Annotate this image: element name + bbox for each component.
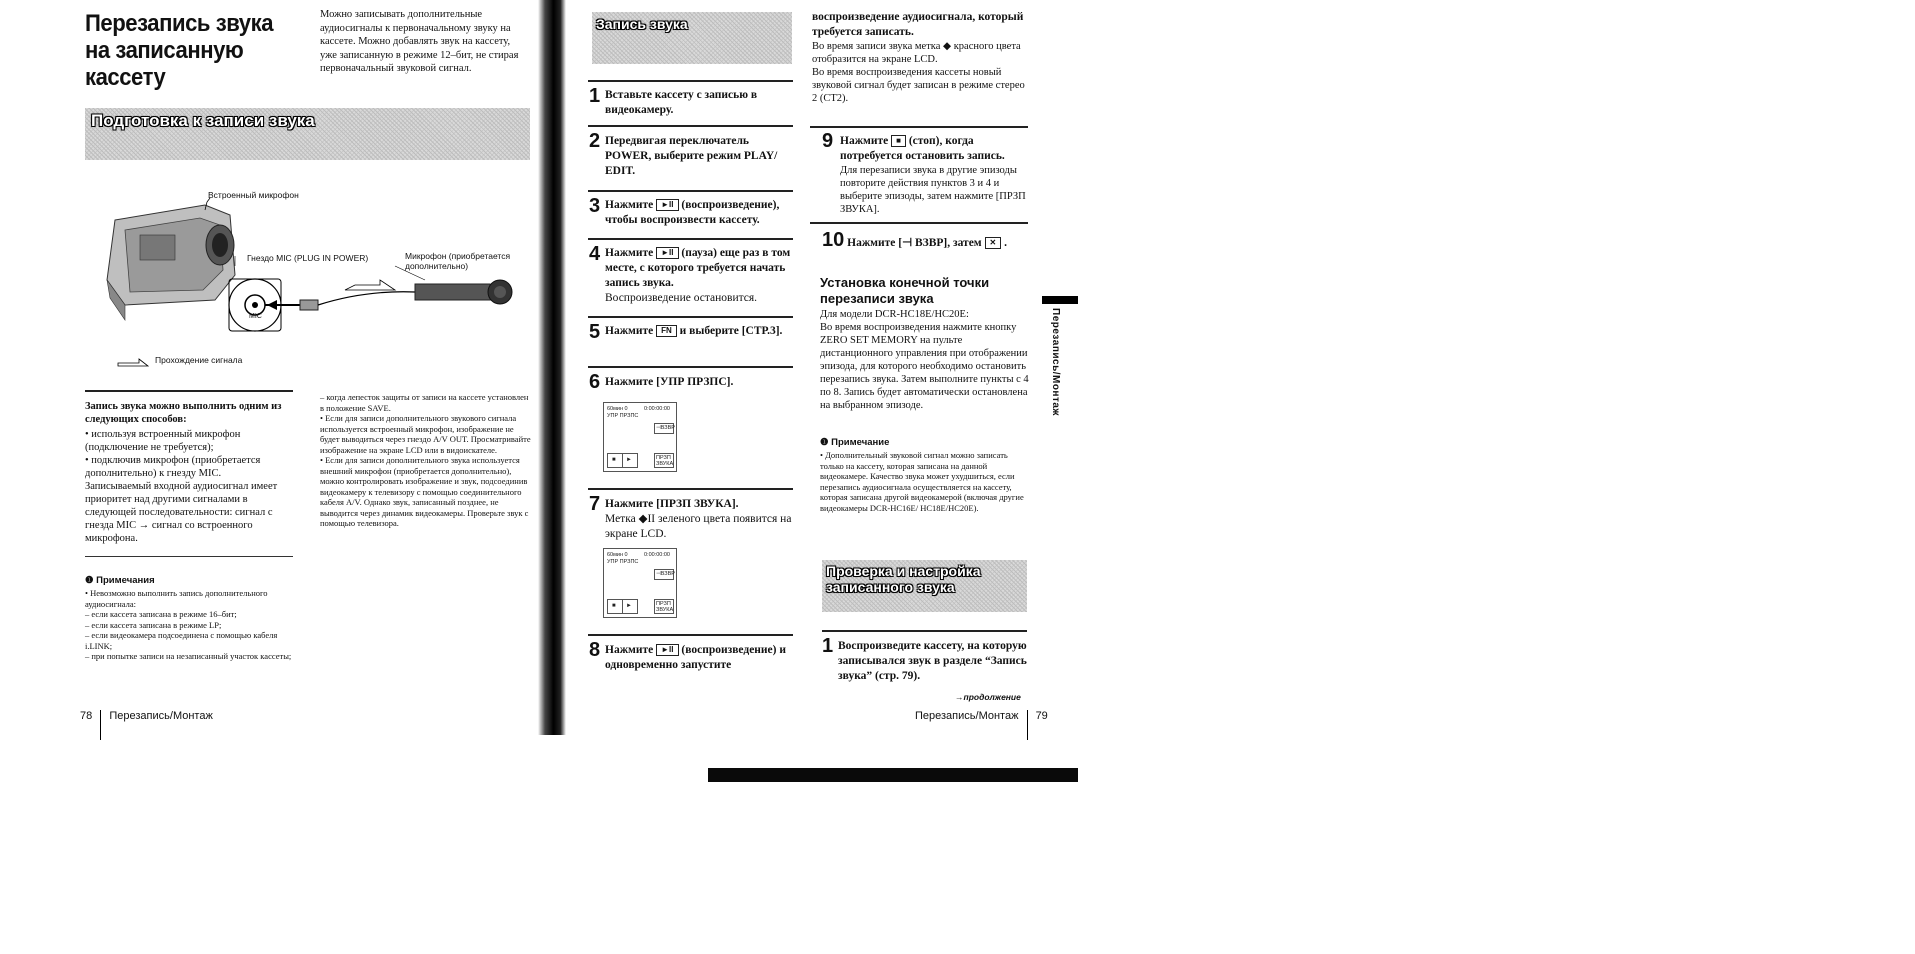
note-body: • Дополнительный звуковой сигнал можно записать только на кассету, которая записана на данной видеокамере. Качество звука может ухудшиться, если перезапись аудиосигнала осуществляется на кассету, которая записана другой видеокамерой (включая другие видеокамеры DCR-HC16E/ HC18E/HC20E). (820, 450, 1024, 513)
step-text-b: (стоп), когда потребуется остановить запись. (840, 135, 1005, 162)
notes-heading (85, 575, 155, 586)
step-subtext: Метка ◆II зеленого цвета появится на экране LCD. (605, 513, 792, 540)
note-heading (820, 437, 889, 448)
step-number: 6 (589, 371, 601, 393)
label-builtin-mic: Встроенный микрофон (208, 190, 299, 200)
notes-heading-label: Примечания (96, 575, 155, 586)
side-tab-label: Перезапись/Монтаж (1050, 308, 1061, 417)
step8-subtext: Во время записи звука метка ◆ красного цвета отобразится на экране LCD. Во время воспроизведения кассеты новый звуковой сигнал будет записан в режиме стерео 2 (СТ2). (812, 41, 1025, 104)
page-number: 79 (1035, 710, 1048, 722)
lcd-dub-button[interactable] (654, 599, 674, 614)
lcd-title: УПР ПРЗПС (607, 413, 639, 419)
divider (822, 630, 1027, 632)
section-banner-preparation (85, 108, 530, 160)
signal-flow-legend (117, 352, 317, 370)
lcd-screen-2 (603, 548, 677, 618)
label-signal-flow: Прохождение сигнала (155, 355, 243, 365)
fn-key-icon: FN (656, 325, 677, 337)
divider (588, 80, 793, 82)
note-heading-label: Примечание (831, 437, 890, 448)
step-number: 1 (589, 85, 601, 107)
step-text-b: (пауза) еще раз в том месте, с которого требуется начать запись звука. (605, 247, 791, 289)
divider (588, 366, 793, 368)
divider (810, 222, 1028, 224)
page-gutter (538, 0, 566, 735)
lcd-dub-button[interactable] (654, 453, 674, 468)
step-number: 7 (589, 493, 601, 515)
step-text-a: Нажмите (605, 644, 654, 656)
divider (588, 488, 793, 490)
divider (588, 125, 793, 127)
section-banner-record (592, 12, 792, 64)
notes-body: • Невозможно выполнить запись дополнительного аудиосигнала: – если кассета записана в режиме 16–бит; – если кассета записана в режиме LP; – если видеокамера подсоединена с помощью кабеля i.LINK; – при попытке записи на незаписанный участок кассеты; (85, 588, 292, 661)
connection-diagram (95, 180, 525, 360)
footer-separator (1027, 710, 1028, 740)
step-subtext: Воспроизведение остановится. (605, 292, 758, 304)
lcd-screen-1 (603, 402, 677, 472)
step-text: Воспроизведите кассету, на которую записывался звук в разделе “Запись звука” (стр. 79). (838, 640, 1027, 682)
step10: 10 Нажмите [⊣ ВЗВР], затем ✕ . (822, 229, 1007, 251)
lcd-play-button[interactable] (622, 599, 638, 614)
lcd-stop-button[interactable] (607, 599, 623, 614)
step-number: 5 (589, 321, 601, 343)
lcd-counter: 0:00:00:00 (644, 552, 670, 558)
step-text: Нажмите [⊣ ВЗВР], затем (847, 237, 982, 249)
step-text: Вставьте кассету с записью в видеокамеру. (605, 89, 758, 116)
step-number: 8 (589, 639, 601, 661)
step-text-a: Нажмите (605, 247, 654, 259)
step-number: 3 (589, 195, 601, 217)
divider (85, 556, 293, 557)
page-title: Перезапись звука на записанную кассету (85, 10, 274, 91)
divider (85, 390, 293, 392)
signal-arrow-icon (117, 354, 149, 368)
play-pause-key-icon: ►II (656, 247, 678, 259)
lcd-btn-label: ⊣ВЗВР (656, 571, 675, 577)
lcd-title: УПР ПРЗПС (607, 559, 639, 565)
banner-title: Проверка и настройка записанного звука (826, 563, 981, 595)
banner-title: Подготовка к записи звука (91, 111, 315, 130)
label-external-mic: Микрофон (приобретается дополнительно) (405, 251, 511, 271)
footer-left (80, 710, 213, 740)
footer-right (915, 710, 1048, 740)
stop-icon: ■ (612, 457, 616, 463)
step-text-b: (воспроизведение), чтобы воспроизвести кассету. (605, 199, 780, 226)
scan-edge-bottom (708, 768, 1078, 782)
step-text (605, 497, 793, 542)
side-tab-marker (1042, 296, 1078, 304)
divider (588, 316, 793, 318)
divider (588, 190, 793, 192)
step-text-a: Нажмите (605, 325, 654, 337)
step-text (605, 246, 793, 306)
step-number: 10 (822, 229, 845, 251)
label-jack-mic: MIC (249, 313, 262, 320)
lcd-status: 60мин 0 (607, 552, 628, 558)
step-text-a: Нажмите (840, 135, 889, 147)
step-text (605, 643, 797, 673)
play-pause-key-icon: ►II (656, 644, 678, 656)
lcd-counter: 0:00:00:00 (644, 406, 670, 412)
step-number: 2 (589, 130, 601, 152)
step-text-b: (воспроизведение) и одновременно запустите (605, 644, 786, 671)
methods-body: • используя встроенный микрофон (подключение не требуется); • подключив микрофон (приобретается дополнительно) к гнезду MIC. Записываемый входной аудиосигнал имеет приоритет над другими сигналами в следующей последовательности: сигнал с гнезда MIC → сигнал со встроенного микрофона. (85, 429, 278, 544)
footer-section: Перезапись/Монтаж (915, 710, 1019, 722)
column2-body: – когда лепесток защиты от записи на кассете установлен в положение SAVE. • Если для записи дополнительного звукового сигнала используется встроенный микрофон, изображение не будет выводиться через гнездо A/V OUT. Просматривайте изображение на экране LCD или в видоискателе. • Если для записи дополнительного звука используется внешний микрофон (приобретается дополнительно), можно контролировать изображение и звук, подсоединив видеокамеру к телевизору с помощью соединительного кабеля A/V. Однако звук, записанный позднее, не выводится через динамик видеокамеры. Проверьте звук с помощью телевизора. (320, 392, 531, 528)
play-icon: ► (626, 457, 632, 463)
continued-label: →продолжение (955, 692, 1021, 702)
stop-key-icon: ■ (891, 135, 906, 147)
banner-title: Запись звука (596, 16, 688, 32)
endpoint-body: Для модели DCR-HC18E/HC20E: Во время воспроизведения нажмите кнопку ZERO SET MEMORY на пульте дистанционного управления при отображении эпизода, для которого необходимо остановить перезапись звука. Затем выполните пункты с 4 по 8. Запись будет автоматически остановлена на выбранном эпизоде. (820, 309, 1029, 411)
footer-section: Перезапись/Монтаж (109, 710, 213, 722)
close-key-icon: ✕ (985, 237, 1002, 249)
lcd-btn-label: ПРЗП ЗВУКА (656, 455, 674, 467)
step-text-main: Нажмите [ПРЗП ЗВУКА]. (605, 498, 739, 510)
intro-text: Можно записывать дополнительные аудиосигналы к первоначальному звуку на кассете. Можно добавлять звук на кассету, уже записанную в режиме 12–бит, не стирая первоначальный звуковой сигнал. (320, 9, 519, 74)
step-text: Передвигая переключатель POWER, выберите режим PLAY/ EDIT. (605, 135, 778, 177)
page-number: 78 (80, 710, 93, 722)
step-text (840, 134, 1030, 216)
lcd-btn-label: ПРЗП ЗВУКА (656, 601, 674, 613)
step-text-a: Нажмите (605, 199, 654, 211)
footer-separator (100, 710, 101, 740)
info-icon: ❶ (85, 575, 97, 586)
label-mic-jack: Гнездо MIC (PLUG IN POWER) (247, 253, 369, 263)
lcd-end-search-button[interactable] (654, 569, 674, 580)
section-banner-check (822, 560, 1027, 612)
play-pause-key-icon: ►II (656, 199, 678, 211)
step-text (605, 198, 793, 228)
divider (588, 634, 793, 636)
lcd-stop-button[interactable] (607, 453, 623, 468)
lcd-end-search-button[interactable] (654, 423, 674, 434)
step-number: 9 (822, 130, 834, 152)
step-number: 1 (822, 635, 834, 657)
divider (588, 238, 793, 240)
stop-icon: ■ (612, 603, 616, 609)
lcd-status: 60мин 0 (607, 406, 628, 412)
divider (810, 126, 1028, 128)
step8-continuation: воспроизведение аудиосигнала, который требуется записать. (812, 11, 1024, 38)
methods-heading: Запись звука можно выполнить одним из следующих способов: (85, 401, 282, 425)
step-text (605, 324, 793, 339)
endpoint-heading: Установка конечной точки перезаписи звука (820, 275, 990, 306)
step-subtext: Для перезаписи звука в другие эпизоды повторите действия пунктов 3 и 4 и выберите эпизоды, затем нажмите [ПРЗП ЗВУКА]. (840, 165, 1026, 215)
step-text: Нажмите [УПР ПРЗПС]. (605, 376, 734, 388)
play-icon: ► (626, 603, 632, 609)
lcd-btn-label: ⊣ВЗВР (656, 425, 675, 431)
lcd-play-button[interactable] (622, 453, 638, 468)
step-number: 4 (589, 243, 601, 265)
step-text-b: и выберите [СТР.3]. (679, 325, 783, 337)
info-icon: ❶ (820, 437, 832, 448)
